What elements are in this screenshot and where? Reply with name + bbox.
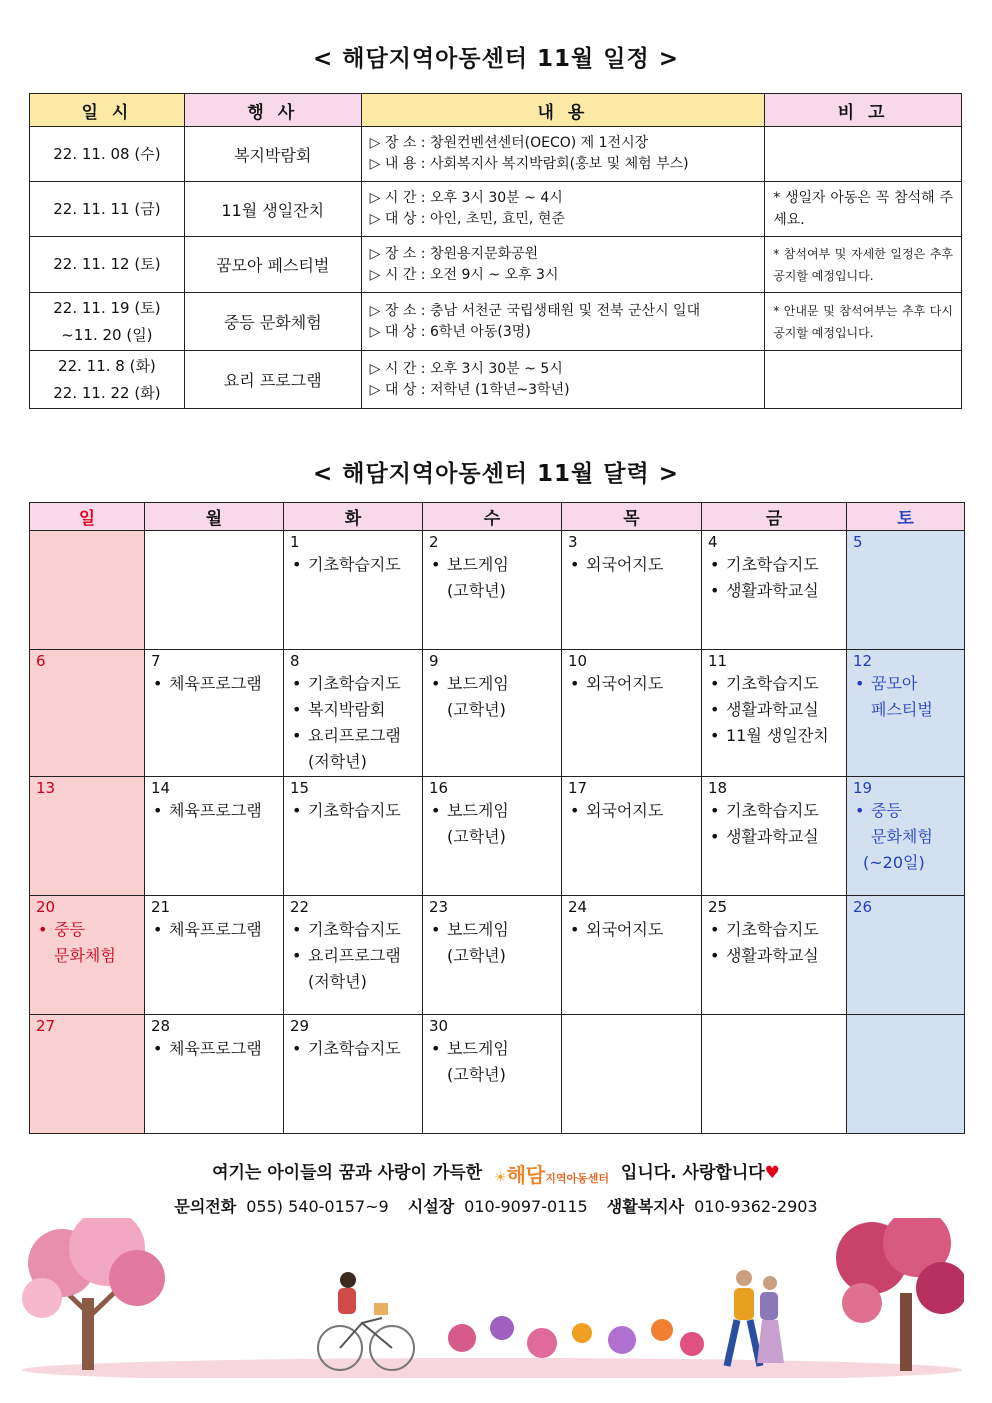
bullet-icon: • — [431, 920, 441, 939]
bullet-icon: • — [710, 946, 720, 965]
calendar-title: < 해담지역아동센터 11월 달력 > — [313, 461, 679, 487]
calendar-event — [151, 671, 277, 697]
event-label: 기초학습지도 — [308, 920, 401, 939]
calendar-day-cell — [145, 650, 284, 777]
row-line: ▷ 장 소 : 창원용지문화공원 — [369, 245, 539, 262]
bullet-icon: • — [431, 555, 441, 574]
bullet-icon: • — [292, 946, 302, 965]
row-date: 22. 11. 08 (수) — [53, 144, 161, 163]
row-event: 중등 문화체험 — [184, 293, 361, 351]
calendar-event — [853, 798, 958, 850]
day-number: 9 — [429, 652, 439, 670]
event-label: 중등 — [871, 801, 902, 820]
header-event: 행 사 — [184, 94, 361, 127]
calendar-day-cell — [145, 896, 284, 1015]
bullet-icon: • — [292, 726, 302, 745]
schedule-row — [30, 351, 962, 409]
calendar-day-cell — [423, 1015, 562, 1134]
weekday-header: 월 — [145, 503, 284, 531]
schedule-row — [30, 182, 962, 237]
calendar-event — [290, 552, 416, 578]
event-label: 꿈모아 — [871, 674, 918, 693]
schedule-row — [30, 127, 962, 182]
calendar-event — [708, 723, 840, 749]
calendar-day-cell — [423, 650, 562, 777]
schedule-row — [30, 237, 962, 293]
calendar-day-cell — [284, 1015, 423, 1134]
calendar-day-cell — [562, 650, 702, 777]
calendar-day-cell — [847, 777, 965, 896]
row-line: ▷ 장 소 : 충남 서천군 국립생태원 및 전북 군산시 일대 — [369, 302, 701, 319]
calendar-day-cell — [702, 896, 847, 1015]
event-label: 외국어지도 — [586, 555, 664, 574]
event-label: 요리프로그램 — [308, 946, 401, 965]
director-phone: 010-9097-0115 — [464, 1197, 588, 1216]
bullet-icon: • — [710, 555, 720, 574]
right-tree-icon — [836, 1218, 964, 1371]
calendar-event — [290, 671, 416, 697]
weekday-header: 토 — [847, 503, 965, 531]
logo-text: 지역아동센터 — [545, 1171, 609, 1185]
calendar-event — [290, 798, 416, 824]
day-number: 20 — [36, 898, 56, 916]
autumn-illustration — [22, 1218, 964, 1378]
phone-number: 055) 540-0157~9 — [246, 1197, 389, 1216]
day-number: 28 — [151, 1017, 171, 1035]
calendar-event — [290, 1036, 416, 1062]
bullet-icon: • — [710, 700, 720, 719]
calendar-day-cell — [702, 777, 847, 896]
event-label: 기초학습지도 — [308, 674, 401, 693]
ground-shape — [22, 1358, 962, 1378]
bullet-icon: • — [292, 1039, 302, 1058]
weekday-header: 일 — [30, 503, 145, 531]
header-note: 비 고 — [765, 94, 962, 127]
event-label: 체육프로그램 — [169, 1039, 262, 1058]
calendar-event — [290, 697, 416, 723]
day-number: 30 — [429, 1017, 449, 1035]
calendar-event — [853, 850, 958, 876]
bullet-icon: • — [855, 674, 865, 693]
event-label: 기초학습지도 — [726, 920, 819, 939]
day-number: 27 — [36, 1017, 56, 1035]
bullet-icon: • — [292, 801, 302, 820]
calendar-day-cell — [423, 531, 562, 650]
header-date: 일 시 — [30, 94, 185, 127]
day-number: 6 — [36, 652, 46, 670]
bullet-icon: • — [710, 726, 720, 745]
event-label: 요리프로그램 — [308, 726, 401, 745]
bullet-icon: • — [431, 1039, 441, 1058]
bullet-icon: • — [855, 801, 865, 820]
calendar-day-cell — [847, 650, 965, 777]
event-label: 기초학습지도 — [726, 801, 819, 820]
bullet-icon: • — [292, 555, 302, 574]
slogan-before: 여기는 아이들의 꿈과 사랑이 가득한 — [212, 1163, 483, 1183]
day-number: 21 — [151, 898, 171, 916]
header-content: 내 용 — [361, 94, 765, 127]
event-sublabel: (고학년) — [447, 827, 506, 846]
day-number: 5 — [853, 533, 863, 551]
day-number: 29 — [290, 1017, 310, 1035]
calendar-day-cell — [30, 650, 145, 777]
calendar-day-cell — [562, 1015, 702, 1134]
calendar-event — [151, 917, 277, 943]
logo-main: 해담 — [506, 1162, 546, 1187]
calendar-day-cell — [284, 531, 423, 650]
event-label: 기초학습지도 — [308, 555, 401, 574]
weekday-header: 금 — [702, 503, 847, 531]
event-label: 외국어지도 — [586, 801, 664, 820]
event-label: 11월 생일잔치 — [726, 726, 829, 745]
calendar-event — [708, 578, 840, 604]
day-number: 14 — [151, 779, 171, 797]
bullet-icon: • — [570, 801, 580, 820]
row-event: 요리 프로그램 — [184, 351, 361, 409]
director-label: 시설장 — [407, 1197, 455, 1216]
slogan-after: 입니다. 사랑합니다 — [620, 1163, 765, 1183]
bullet-icon: • — [710, 827, 720, 846]
calendar-week — [30, 1015, 965, 1134]
day-number: 4 — [708, 533, 718, 551]
bullet-icon: • — [292, 674, 302, 693]
calendar-day-cell — [30, 896, 145, 1015]
calendar-event — [290, 723, 416, 775]
event-label: 외국어지도 — [586, 674, 664, 693]
row-line: ▷ 시 간 : 오전 9시 ~ 오후 3시 — [369, 266, 559, 283]
calendar-day-cell — [423, 896, 562, 1015]
event-label: 생활과학교실 — [726, 581, 819, 600]
calendar-event — [429, 552, 555, 604]
day-number: 26 — [853, 898, 873, 916]
row-line: ▷ 시 간 : 오후 3시 30분 ~ 4시 — [369, 190, 563, 206]
calendar-week — [30, 896, 965, 1015]
bullet-icon: • — [710, 674, 720, 693]
bullet-icon: • — [153, 674, 163, 693]
schedule-table — [29, 93, 962, 409]
calendar-day-cell — [284, 896, 423, 1015]
calendar-event — [853, 671, 958, 723]
day-number: 15 — [290, 779, 310, 797]
calendar-day-cell — [562, 896, 702, 1015]
calendar-event — [429, 917, 555, 969]
calendar-day-cell — [702, 531, 847, 650]
calendar-day-cell — [847, 531, 965, 650]
calendar-day-cell — [30, 531, 145, 650]
walking-couple-icon — [727, 1270, 784, 1366]
event-label: 보드게임 — [447, 674, 509, 693]
weekday-header: 목 — [562, 503, 702, 531]
event-label: 체육프로그램 — [169, 801, 262, 820]
row-note: * 생일자 아동은 꼭 참석해 주세요. — [765, 182, 962, 237]
calendar-day-cell — [562, 777, 702, 896]
calendar-event — [708, 697, 840, 723]
calendar-day-cell — [30, 777, 145, 896]
day-number: 25 — [708, 898, 728, 916]
calendar-day-cell — [847, 1015, 965, 1134]
row-date: 22. 11. 22 (화) — [53, 383, 161, 402]
calendar-event — [151, 1036, 277, 1062]
event-sublabel: 페스티벌 — [871, 700, 933, 719]
event-label: 기초학습지도 — [308, 801, 401, 820]
row-note: * 안내문 및 참석여부는 추후 다시 공지할 예정입니다. — [765, 293, 962, 351]
row-date: 22. 11. 11 (금) — [53, 199, 161, 218]
event-label: 생활과학교실 — [726, 700, 819, 719]
event-label: 보드게임 — [447, 555, 509, 574]
row-note — [765, 351, 962, 409]
event-sublabel: 문화체험 — [871, 827, 933, 846]
calendar-event — [568, 798, 695, 824]
event-label: 기초학습지도 — [726, 674, 819, 693]
row-line: ▷ 대 상 : 6학년 아동(3명) — [369, 323, 531, 340]
event-sublabel: (고학년) — [447, 946, 506, 965]
calendar-event — [708, 798, 840, 824]
event-label: 보드게임 — [447, 920, 509, 939]
event-sublabel: (저학년) — [308, 752, 367, 771]
day-number: 18 — [708, 779, 728, 797]
row-line: ▷ 장 소 : 창원컨벤션센터(OECO) 제 1전시장 — [369, 135, 649, 151]
calendar-day-cell — [145, 777, 284, 896]
event-label: 기초학습지도 — [726, 555, 819, 574]
calendar-day-cell — [702, 1015, 847, 1134]
day-number: 12 — [853, 652, 873, 670]
footer-slogan — [0, 1158, 992, 1188]
worker-phone: 010-9362-2903 — [694, 1197, 818, 1216]
row-line: ▷ 대 상 : 저학년 (1학년~3학년) — [369, 381, 570, 398]
bullet-icon: • — [710, 920, 720, 939]
day-number: 23 — [429, 898, 449, 916]
calendar-event — [429, 798, 555, 850]
event-label: 복지박람회 — [308, 700, 386, 719]
calendar-week — [30, 531, 965, 650]
calendar-day-cell — [145, 531, 284, 650]
heart-icon: ♥ — [764, 1163, 780, 1183]
calendar-event — [708, 917, 840, 943]
schedule-row — [30, 293, 962, 351]
worker-label: 생활복지사 — [606, 1197, 685, 1216]
schedule-title: < 해담지역아동센터 11월 일정 > — [313, 46, 679, 72]
day-number: 1 — [290, 533, 300, 551]
day-number: 19 — [853, 779, 873, 797]
event-label: 체육프로그램 — [169, 674, 262, 693]
calendar-day-cell — [30, 1015, 145, 1134]
row-note — [765, 127, 962, 182]
calendar-week — [30, 777, 965, 896]
day-number: 3 — [568, 533, 578, 551]
calendar-day-cell — [562, 531, 702, 650]
calendar-event — [708, 552, 840, 578]
row-event: 11월 생일잔치 — [184, 182, 361, 237]
day-number: 11 — [708, 652, 728, 670]
event-label: 중등 — [54, 920, 85, 939]
day-number: 10 — [568, 652, 588, 670]
bullet-icon: • — [153, 801, 163, 820]
row-line: ▷ 대 상 : 아인, 초민, 효민, 현준 — [369, 211, 565, 227]
row-note: * 참석여부 및 자세한 일정은 추후 공지할 예정입니다. — [765, 237, 962, 293]
day-number: 24 — [568, 898, 588, 916]
row-date: 22. 11. 19 (토) — [53, 298, 161, 317]
calendar-day-cell — [284, 650, 423, 777]
calendar-event — [290, 917, 416, 943]
calendar-day-cell — [284, 777, 423, 896]
day-number: 22 — [290, 898, 310, 916]
day-number: 8 — [290, 652, 300, 670]
bullet-icon: • — [431, 801, 441, 820]
center-logo — [494, 1159, 609, 1188]
calendar-event — [151, 798, 277, 824]
calendar-event — [708, 943, 840, 969]
bullet-icon: • — [292, 700, 302, 719]
day-number: 13 — [36, 779, 56, 797]
calendar-day-cell — [702, 650, 847, 777]
bullet-icon: • — [38, 920, 48, 939]
calendar-day-cell — [423, 777, 562, 896]
calendar-table — [29, 502, 965, 1134]
event-sublabel: (고학년) — [447, 1065, 506, 1084]
row-date: ~11. 20 (일) — [61, 325, 153, 344]
bullet-icon: • — [710, 581, 720, 600]
day-number: 7 — [151, 652, 161, 670]
calendar-day-cell — [145, 1015, 284, 1134]
calendar-event — [290, 943, 416, 995]
bullet-icon: • — [292, 920, 302, 939]
bullet-icon: • — [431, 674, 441, 693]
row-event: 복지박람회 — [184, 127, 361, 182]
flowers-icon — [448, 1316, 704, 1358]
calendar-day-cell — [847, 896, 965, 1015]
weekday-header: 화 — [284, 503, 423, 531]
bullet-icon: • — [710, 801, 720, 820]
event-label: 기초학습지도 — [308, 1039, 401, 1058]
bullet-icon: • — [570, 920, 580, 939]
bullet-icon: • — [153, 920, 163, 939]
calendar-event — [429, 671, 555, 723]
calendar-event — [429, 1036, 555, 1088]
event-sublabel: 문화체험 — [54, 946, 116, 965]
day-number: 2 — [429, 533, 439, 551]
event-label: 생활과학교실 — [726, 827, 819, 846]
phone-label: 문의전화 — [174, 1197, 237, 1216]
event-label: (~20일) — [863, 853, 925, 872]
row-line: ▷ 내 용 : 사회복지사 복지박람회(홍보 및 체험 부스) — [369, 156, 689, 172]
day-number: 17 — [568, 779, 588, 797]
row-date: 22. 11. 12 (토) — [53, 255, 161, 273]
weekday-header: 수 — [423, 503, 562, 531]
footer-contacts — [0, 1194, 992, 1217]
calendar-week — [30, 650, 965, 777]
event-sublabel: (고학년) — [447, 700, 506, 719]
row-date: 22. 11. 8 (화) — [58, 356, 156, 375]
bullet-icon: • — [570, 674, 580, 693]
event-label: 체육프로그램 — [169, 920, 262, 939]
bullet-icon: • — [153, 1039, 163, 1058]
row-line: ▷ 시 간 : 오후 3시 30분 ~ 5시 — [369, 360, 563, 377]
calendar-event — [36, 917, 138, 969]
event-label: 보드게임 — [447, 801, 509, 820]
calendar-event — [708, 671, 840, 697]
calendar-event — [568, 917, 695, 943]
sun-icon: ☀ — [494, 1169, 507, 1186]
calendar-event — [708, 824, 840, 850]
row-event: 꿈모아 페스티벌 — [184, 237, 361, 293]
event-label: 생활과학교실 — [726, 946, 819, 965]
bullet-icon: • — [570, 555, 580, 574]
event-label: 보드게임 — [447, 1039, 509, 1058]
calendar-event — [568, 671, 695, 697]
event-label: 외국어지도 — [586, 920, 664, 939]
cyclist-icon — [318, 1272, 414, 1370]
event-sublabel: (고학년) — [447, 581, 506, 600]
left-tree-icon — [22, 1218, 165, 1370]
event-sublabel: (저학년) — [308, 972, 367, 991]
day-number: 16 — [429, 779, 449, 797]
calendar-event — [568, 552, 695, 578]
